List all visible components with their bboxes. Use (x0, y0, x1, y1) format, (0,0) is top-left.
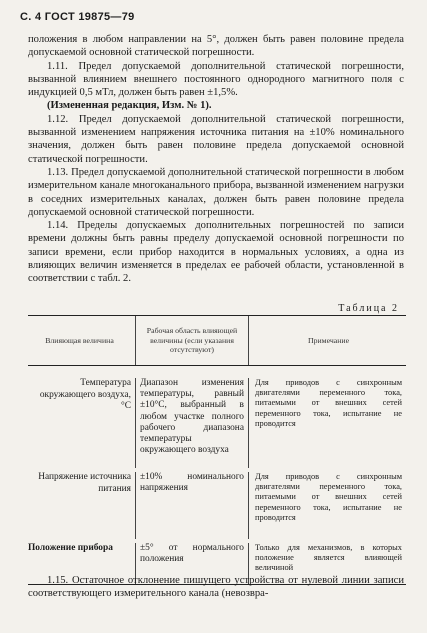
column-header: Рабочая область влияющей величины (если указания отсутствуют) (135, 316, 248, 365)
body-text-bottom (28, 574, 404, 601)
paragraph: 1.11. Предел допускаемой дополнительной статической погрешности, вызванной влиянием внешнего постоянного однородного магнитного поля с индукцией 0,5 мТл, должен быть равен ±1,5%. (28, 60, 404, 99)
table-header-row (28, 316, 406, 366)
paragraph: 1.13. Предел допускаемой дополнительной статической погрешности в любом измерительном канале многоканального прибора, вызванной изменением нагрузки в соседних измерительных каналах, должен быть равен половине предела допускаемой основной статической погрешности. (28, 166, 404, 218)
note-cell: Только для механизмов, в которых положение является влияющей величиной (248, 543, 406, 584)
paragraph: 1.12. Предел допускаемой дополнительной статической погрешности, вызванной изменением напряжения источника питания на ±10% номинального значения, должен быть равен половине предела допускаемой основной статической погрешности. (28, 113, 404, 165)
quantity-cell: Положение прибора (28, 543, 113, 553)
range-cell: ±10% номинального напряжения (135, 472, 248, 539)
table-row (28, 468, 406, 539)
body-text-top (28, 33, 404, 286)
paragraph: 1.15. Остаточное отклонение пишущего устройства от нулевой линии записи соответствующего измерительного канала (невозвра- (28, 575, 404, 600)
table-label: Таблица 2 (338, 303, 399, 314)
paragraph: 1.14. Пределы допускаемых дополнительных погрешностей по записи времени должны быть равны пределу допускаемой основной погрешности по записи времени, если прибор находится в нормальных условиях, а одна из влияющих величин изменяется в пределах ее рабочей области, установленной в соответствии с табл. 2. (28, 220, 404, 285)
quantity-cell: Напряжение источника питания (38, 472, 131, 494)
paragraph: положения в любом направлении на 5°, должен быть равен половине предела допускаемой основной статической погрешности. (28, 34, 404, 59)
quantity-cell: Температура окружающего воздуха, °С (39, 378, 131, 411)
page-header: С. 4 ГОСТ 19875—79 (20, 11, 135, 23)
range-cell: ±5° от нормального положения (135, 543, 248, 584)
range-cell: Диапазон изменения температуры, равный ±10°С, выбранный в любом участке полного рабочего диапазона температуры окружающего воздуха (135, 378, 248, 468)
column-header: Примечание (248, 316, 406, 365)
amendment-note: (Измененная редакция, Изм. № 1). (47, 100, 212, 112)
note-cell: Для приводов с синхронным двигателями переменного тока, питаемыми от внешних сетей переменного тока, испытание не проводится (248, 472, 406, 539)
table-row (28, 366, 406, 468)
table-2 (28, 315, 406, 585)
note-cell: Для приводов с синхронным двигателями переменного тока, питаемыми от внешних сетей переменного тока, испытание не проводится (248, 378, 406, 468)
column-header: Влияющая величина (45, 335, 114, 345)
